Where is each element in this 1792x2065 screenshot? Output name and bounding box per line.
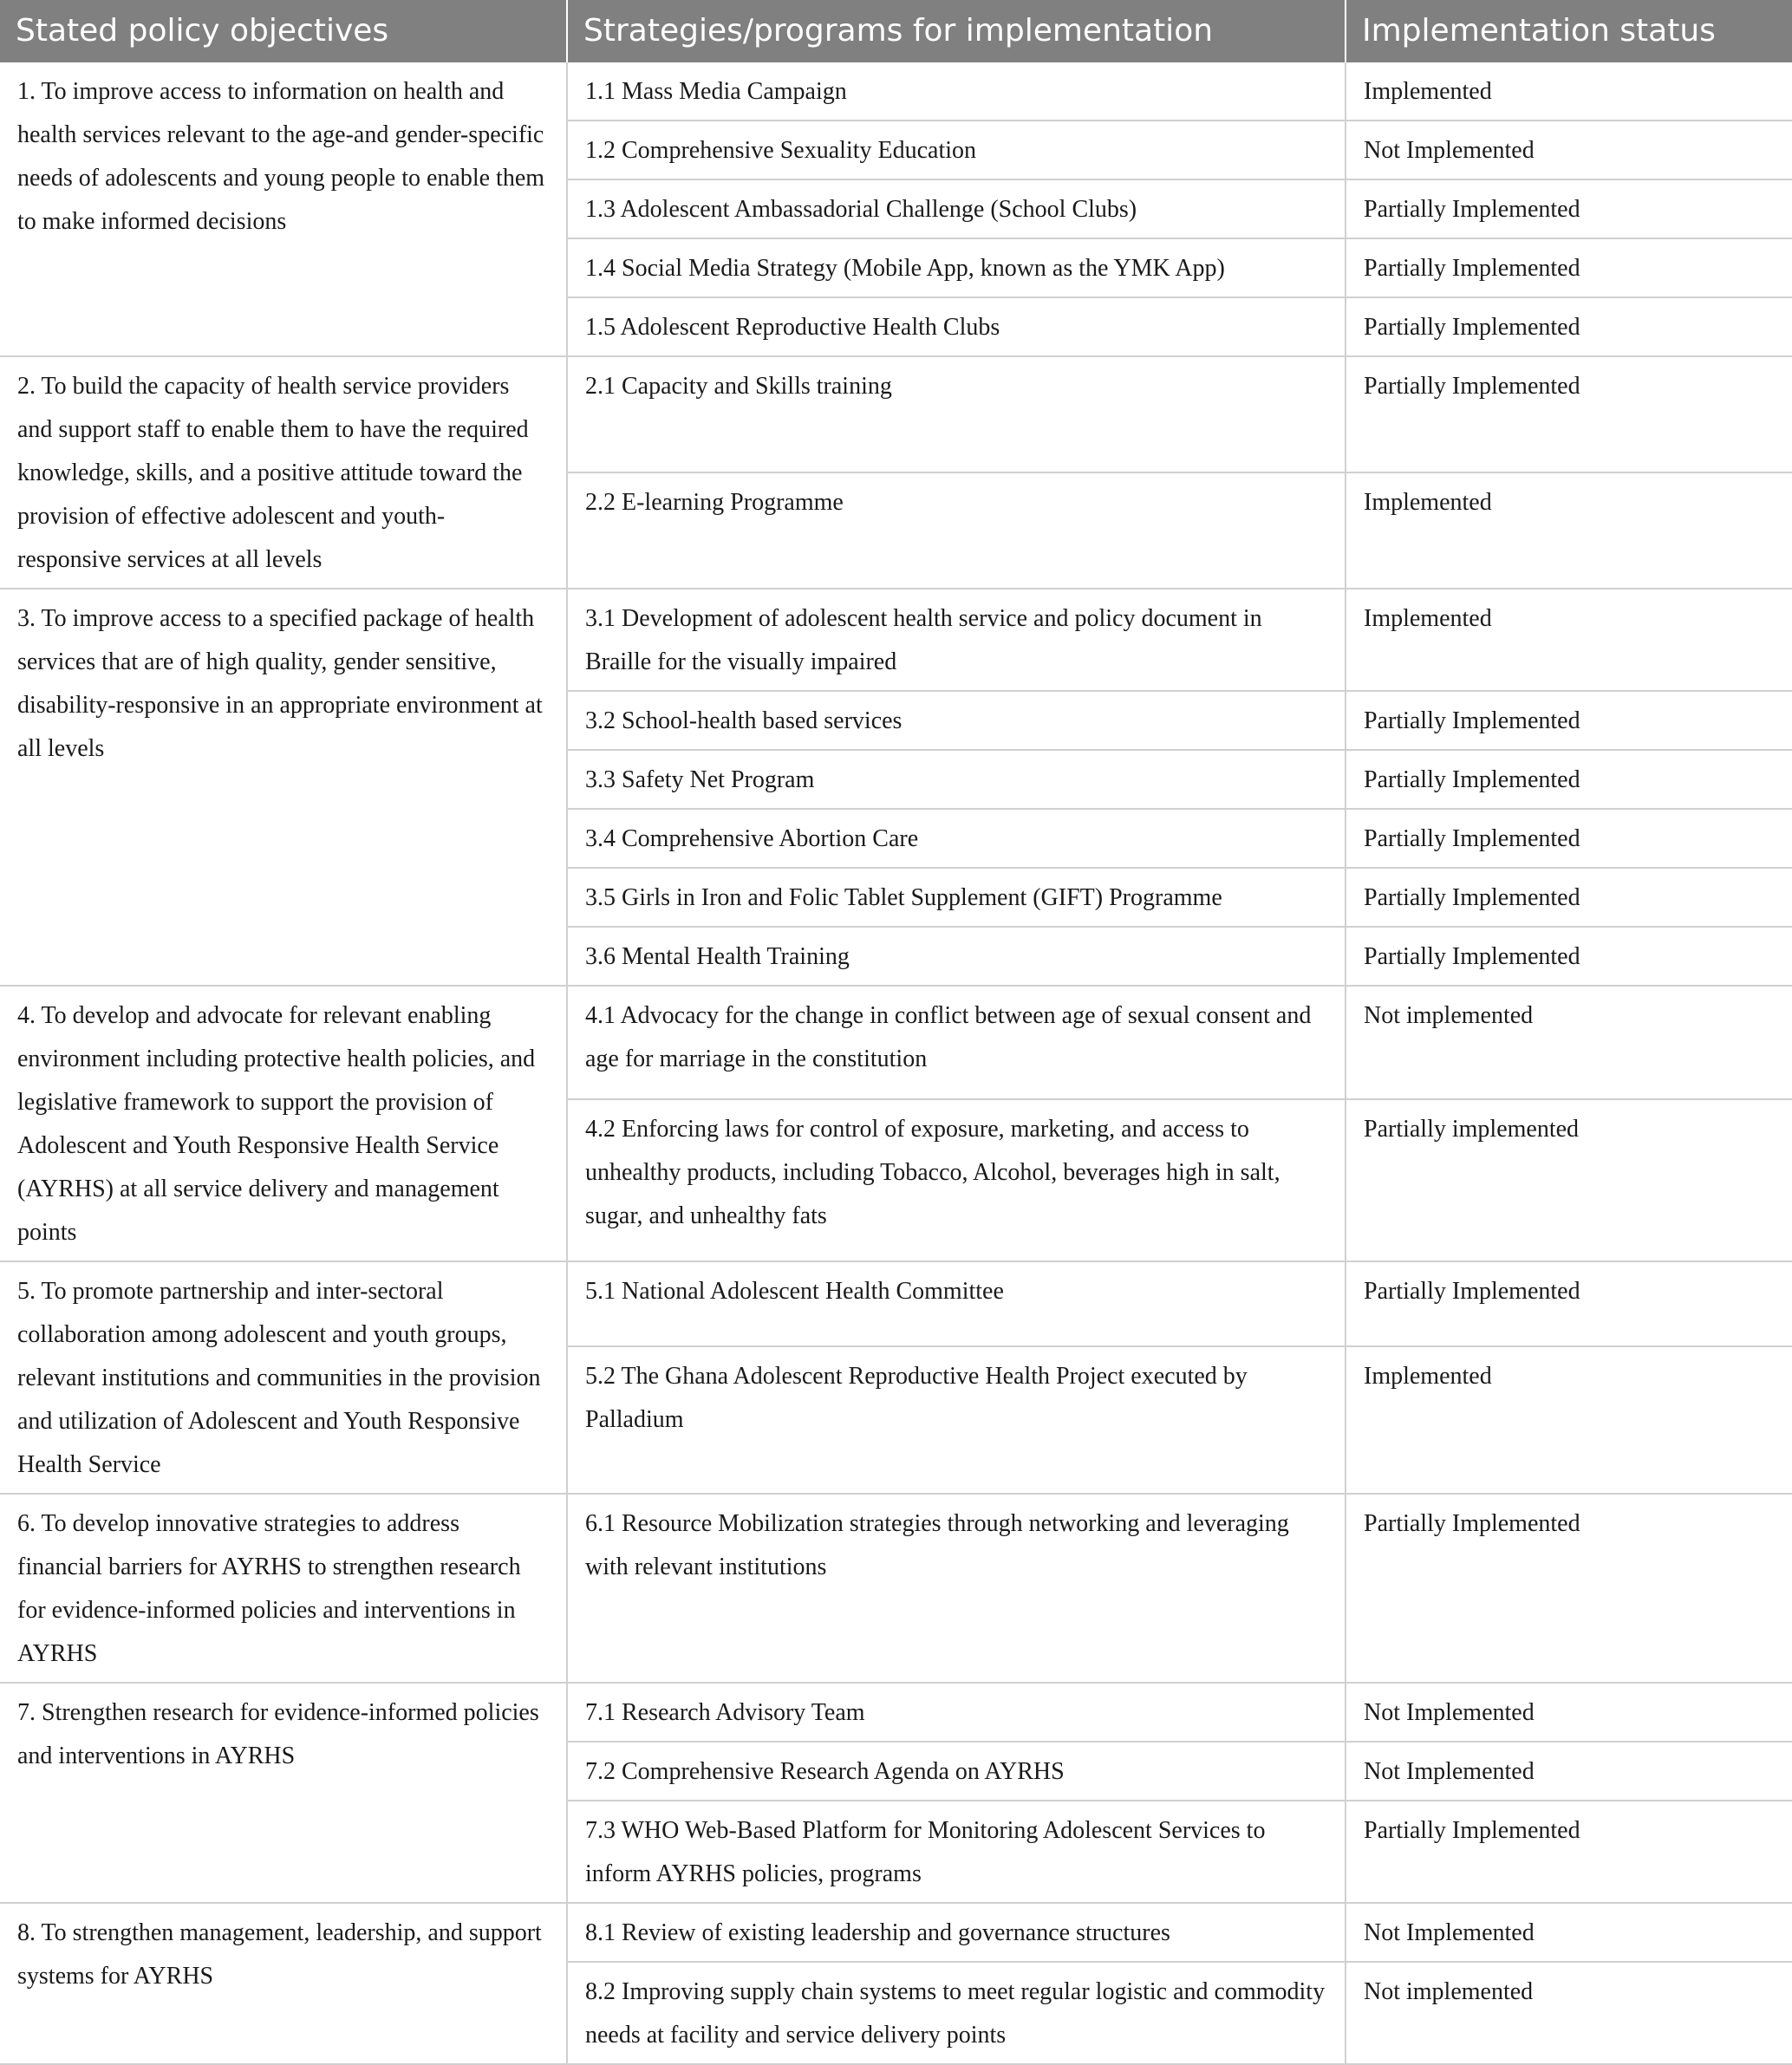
- strategy-cell: 2.2 E-learning Programme: [567, 472, 1346, 589]
- status-cell: Implemented: [1346, 472, 1792, 589]
- strategy-cell: 8.2 Improving supply chain systems to meet regular logistic and commodity needs at facility and service delivery points: [567, 1962, 1346, 2064]
- status-cell: Partially Implemented: [1346, 356, 1792, 472]
- table-row: [0, 1683, 1792, 1742]
- status-cell: Not Implemented: [1346, 1742, 1792, 1801]
- table-row: [0, 1261, 1792, 1346]
- strategy-cell: 1.1 Mass Media Campaign: [567, 62, 1346, 121]
- header-row: [0, 0, 1792, 62]
- status-cell: Partially Implemented: [1346, 809, 1792, 868]
- strategy-cell: 3.5 Girls in Iron and Folic Tablet Supplement (GIFT) Programme: [567, 868, 1346, 927]
- strategy-cell: 7.1 Research Advisory Team: [567, 1683, 1346, 1742]
- status-cell: Partially Implemented: [1346, 1801, 1792, 1903]
- status-cell: Partially Implemented: [1346, 238, 1792, 297]
- table-row: [0, 356, 1792, 472]
- table-header: [0, 0, 1792, 62]
- objective-cell: 4. To develop and advocate for relevant enabling environment including protective health policies, and legislative framework to support the provision of Adolescent and Youth Responsive Health Service (AYRHS) at all service delivery and management points: [0, 986, 567, 1261]
- strategy-cell: 1.4 Social Media Strategy (Mobile App, known as the YMK App): [567, 238, 1346, 297]
- table-row: [0, 986, 1792, 1099]
- objective-cell: 3. To improve access to a specified package of health services that are of high quality, gender sensitive, disability-responsive in an appropriate environment at all levels: [0, 589, 567, 986]
- objective-cell: 2. To build the capacity of health service providers and support staff to enable them to have the required knowledge, skills, and a positive attitude toward the provision of effective adolescent and youth-responsive services at all levels: [0, 356, 567, 589]
- strategy-cell: 2.1 Capacity and Skills training: [567, 356, 1346, 472]
- header-strategies: Strategies/programs for implementation: [567, 0, 1346, 62]
- status-cell: Implemented: [1346, 1346, 1792, 1494]
- strategy-cell: 1.2 Comprehensive Sexuality Education: [567, 121, 1346, 179]
- table-body: [0, 62, 1792, 2064]
- strategy-cell: 3.3 Safety Net Program: [567, 750, 1346, 809]
- header-status: Implementation status: [1346, 0, 1792, 62]
- status-cell: Not implemented: [1346, 986, 1792, 1099]
- status-cell: Partially Implemented: [1346, 1494, 1792, 1683]
- objective-cell: 8. To strengthen management, leadership, and support systems for AYRHS: [0, 1903, 567, 2064]
- objective-cell: 1. To improve access to information on health and health services relevant to the age-and gender-specific needs of adolescents and young people to enable them to make informed decisions: [0, 62, 567, 356]
- objective-cell: 5. To promote partnership and inter-sectoral collaboration among adolescent and youth groups, relevant institutions and communities in the provision and utilization of Adolescent and Youth Responsive Health Service: [0, 1261, 567, 1494]
- strategy-cell: 1.5 Adolescent Reproductive Health Clubs: [567, 297, 1346, 356]
- status-cell: Partially Implemented: [1346, 868, 1792, 927]
- status-cell: Partially Implemented: [1346, 691, 1792, 750]
- strategy-cell: 7.2 Comprehensive Research Agenda on AYRHS: [567, 1742, 1346, 1801]
- strategy-cell: 3.2 School-health based services: [567, 691, 1346, 750]
- strategy-cell: 6.1 Resource Mobilization strategies through networking and leveraging with relevant institutions: [567, 1494, 1346, 1683]
- status-cell: Implemented: [1346, 589, 1792, 691]
- strategy-cell: 3.6 Mental Health Training: [567, 927, 1346, 986]
- objective-cell: 7. Strengthen research for evidence-informed policies and interventions in AYRHS: [0, 1683, 567, 1903]
- status-cell: Partially Implemented: [1346, 1261, 1792, 1346]
- header-objectives: Stated policy objectives: [0, 0, 567, 62]
- status-cell: Not Implemented: [1346, 121, 1792, 179]
- table-row: [0, 1494, 1792, 1683]
- strategy-cell: 3.1 Development of adolescent health service and policy document in Braille for the visually impaired: [567, 589, 1346, 691]
- strategy-cell: 7.3 WHO Web-Based Platform for Monitoring Adolescent Services to inform AYRHS policies, programs: [567, 1801, 1346, 1903]
- status-cell: Not Implemented: [1346, 1683, 1792, 1742]
- strategy-cell: 8.1 Review of existing leadership and governance structures: [567, 1903, 1346, 1962]
- strategy-cell: 5.2 The Ghana Adolescent Reproductive Health Project executed by Palladium: [567, 1346, 1346, 1494]
- status-cell: Implemented: [1346, 62, 1792, 121]
- table-row: [0, 1903, 1792, 1962]
- strategy-cell: 3.4 Comprehensive Abortion Care: [567, 809, 1346, 868]
- status-cell: Partially Implemented: [1346, 179, 1792, 238]
- status-cell: Not implemented: [1346, 1962, 1792, 2064]
- strategy-cell: 4.2 Enforcing laws for control of exposure, marketing, and access to unhealthy products, including Tobacco, Alcohol, beverages high in salt, sugar, and unhealthy fats: [567, 1099, 1346, 1261]
- objective-cell: 6. To develop innovative strategies to address financial barriers for AYRHS to strengthen research for evidence-informed policies and interventions in AYRHS: [0, 1494, 567, 1683]
- status-cell: Partially Implemented: [1346, 927, 1792, 986]
- strategy-cell: 5.1 National Adolescent Health Committee: [567, 1261, 1346, 1346]
- status-cell: Partially Implemented: [1346, 750, 1792, 809]
- status-cell: Partially Implemented: [1346, 297, 1792, 356]
- strategy-cell: 1.3 Adolescent Ambassadorial Challenge (School Clubs): [567, 179, 1346, 238]
- table-row: [0, 589, 1792, 691]
- table-row: [0, 62, 1792, 121]
- strategy-cell: 4.1 Advocacy for the change in conflict between age of sexual consent and age for marriage in the constitution: [567, 986, 1346, 1099]
- status-cell: Not Implemented: [1346, 1903, 1792, 1962]
- status-cell: Partially implemented: [1346, 1099, 1792, 1261]
